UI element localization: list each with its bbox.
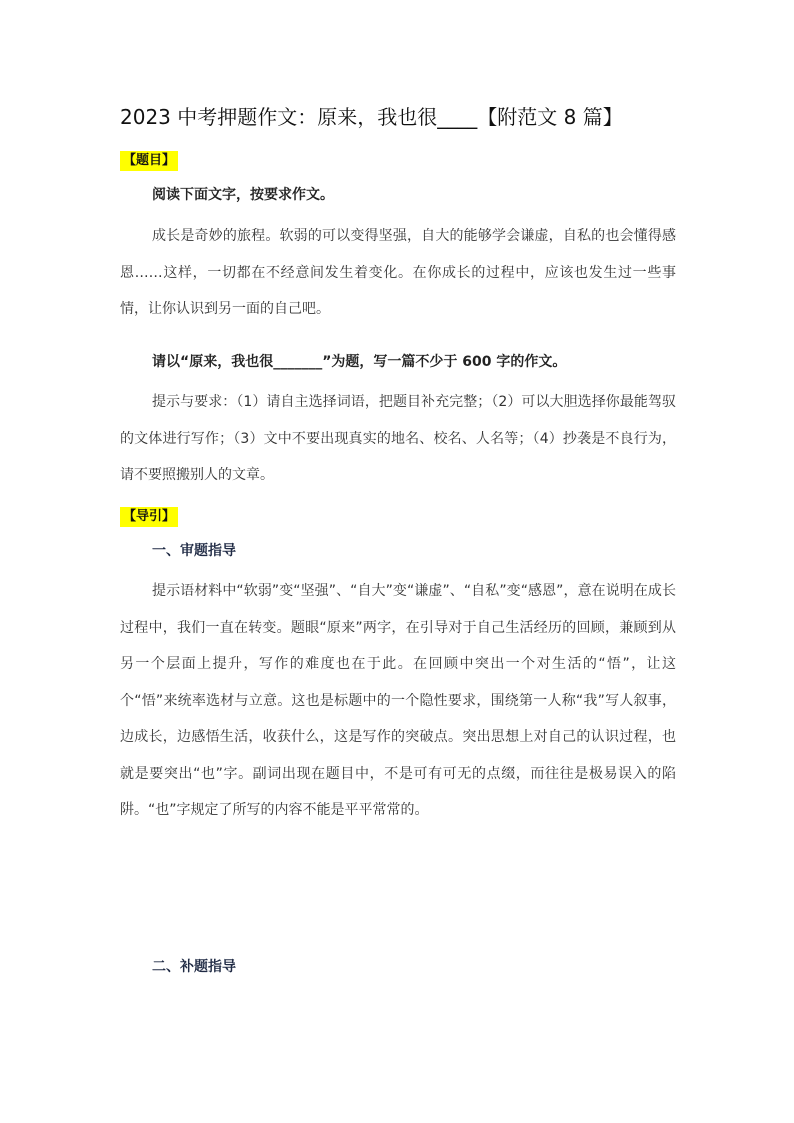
instruction-line: 阅读下面文字，按要求作文。 [152,187,334,203]
section-heading-completion: 二、补题指导 [152,959,236,975]
document-title: 2023 中考押题作文：原来，我也很____【附范文 8 篇】 [120,105,623,129]
topic-tag: 【题目】 [120,151,178,171]
review-guidance-paragraph: 提示语材料中“软弱”变“坚强”、“自大”变“谦虚”、“自私”变“感恩”，意在说明在成长过程中，我们一直在转变。题眼“原来”两字，在引导对于自己生活经历的回顾，兼顾到从另一个层面上提升，写作的难度也在于此。在回顾中突出一个对生活的“悟”，让这个“悟”来统率选材与立意。这也是标题中的一个隐性要求，围绕第一人称“我”写人叙事，边成长，边感悟生活，收获什么，这是写作的突破点。突出思想上对自己的认识过程，也就是要突出“也”字。副词出现在题目中，不是可有可无的点缀，而往往是极易误入的陷阱。“也”字规定了所写的内容不能是平平常常的。 [120,583,676,818]
task-line: 请以“原来，我也很_______”为题，写一篇不少于 600 字的作文。 [152,354,567,370]
guide-tag: 【导引】 [120,507,178,527]
section-heading-review: 一、审题指导 [152,543,236,559]
requirements-paragraph: 提示与要求：（1）请自主选择词语，把题目补充完整；（2）可以大胆选择你最能驾驭的文体进行写作；（3）文中不要出现真实的地名、校名、人名等；（4）抄袭是不良行为，请不要照搬别人的文章。 [120,394,676,483]
material-paragraph: 成长是奇妙的旅程。软弱的可以变得坚强，自大的能够学会谦虚，自私的也会懂得感恩……这样，一切都在不经意间发生着变化。在你成长的过程中，应该也发生过一些事情，让你认识到另一面的自己吧。 [120,228,676,317]
